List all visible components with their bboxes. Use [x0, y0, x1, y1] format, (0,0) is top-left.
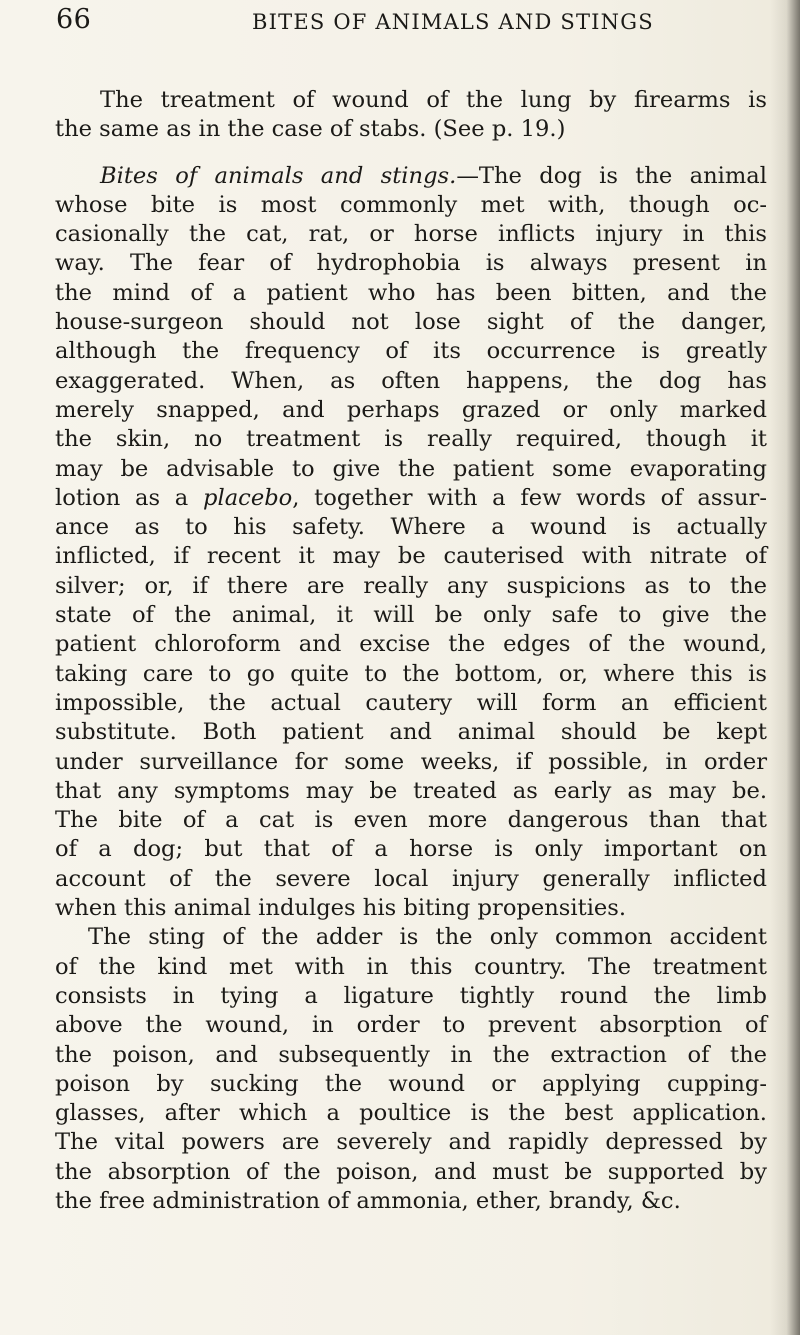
text-line: silver; or, if there are really any suspicions as to the	[55, 572, 767, 599]
page-header	[56, 4, 776, 44]
page-edge-shadow	[770, 0, 800, 1335]
text-line: The sting of the adder is the only common accident	[88, 924, 767, 951]
text-line: casionally the cat, rat, or horse inflicts injury in this	[55, 221, 767, 248]
text-line: the same as in the case of stabs. (See p. 19.)	[55, 116, 566, 143]
page-number: 66	[56, 4, 92, 35]
text-line: account of the severe local injury generally inflicted	[55, 865, 767, 892]
text-line: under surveillance for some weeks, if possible, in order	[55, 748, 767, 775]
text-line: the mind of a patient who has been bitten, and the	[55, 279, 767, 306]
paragraph-gap	[55, 145, 767, 162]
text-line: substitute. Both patient and animal should be kept	[55, 719, 767, 746]
text-line: when this animal indulges his biting propensities.	[55, 895, 627, 922]
text-line: the poison, and subsequently in the extraction of the	[55, 1041, 767, 1068]
text-line: the skin, no treatment is really required, though it	[55, 426, 767, 453]
text-line	[55, 484, 767, 513]
text-line: The treatment of wound of the lung by firearms is	[100, 87, 767, 113]
text-line: although the frequency of its occurrence is greatly	[55, 338, 767, 365]
text-line: glasses, after which a poultice is the best application.	[55, 1100, 767, 1127]
text-line: The bite of a cat is even more dangerous than that	[55, 807, 767, 834]
text-line: house-surgeon should not lose sight of the danger,	[55, 309, 767, 336]
paragraph-bites	[55, 162, 767, 924]
paragraph-adder	[55, 923, 767, 1216]
text-line: poison by sucking the wound or applying cupping-	[55, 1070, 767, 1097]
paragraph-firearms	[55, 86, 767, 145]
text-line: ance as to his safety. Where a wound is actually	[55, 514, 767, 541]
text-line: that any symptoms may be treated as early as may be.	[55, 777, 767, 804]
text-line: inflicted, if recent it may be cauterised with nitrate of	[55, 543, 767, 570]
text-line: may be advisable to give the patient some evaporating	[55, 455, 767, 482]
text-line: of a dog; but that of a horse is only important on	[55, 836, 767, 863]
text-run: , together with a few words of assur-	[292, 484, 767, 511]
running-head: BITES OF ANIMALS AND STINGS	[252, 10, 654, 34]
text-run: lotion as a	[55, 484, 204, 511]
text-line: of the kind met with in this country. The treatment	[55, 953, 767, 980]
text-line: merely snapped, and perhaps grazed or only marked	[55, 396, 767, 423]
text-line	[55, 162, 767, 191]
text-line: patient chloroform and excise the edges of the wound,	[55, 631, 767, 658]
text-line: whose bite is most commonly met with, though oc-	[55, 191, 767, 218]
text-line: The vital powers are severely and rapidly depressed by	[55, 1129, 767, 1156]
text-run: —The dog is the animal	[456, 162, 767, 189]
text-line: the free administration of ammonia, ether, brandy, &c.	[55, 1187, 681, 1214]
text-line: exaggerated. When, as often happens, the dog has	[55, 367, 767, 394]
body-text	[55, 86, 767, 1216]
text-line: way. The fear of hydrophobia is always present in	[55, 250, 767, 277]
text-line: consists in tying a ligature tightly round the limb	[55, 982, 767, 1009]
text-line: above the wound, in order to prevent absorption of	[55, 1012, 767, 1039]
text-line: impossible, the actual cautery will form an efficient	[55, 689, 767, 716]
italic-term: placebo	[203, 484, 293, 511]
section-heading: Bites of animals and stings.	[100, 162, 457, 189]
text-line: taking care to go quite to the bottom, or, where this is	[55, 660, 767, 687]
text-line: the absorption of the poison, and must be supported by	[55, 1158, 767, 1185]
text-line: state of the animal, it will be only safe to give the	[55, 602, 767, 629]
